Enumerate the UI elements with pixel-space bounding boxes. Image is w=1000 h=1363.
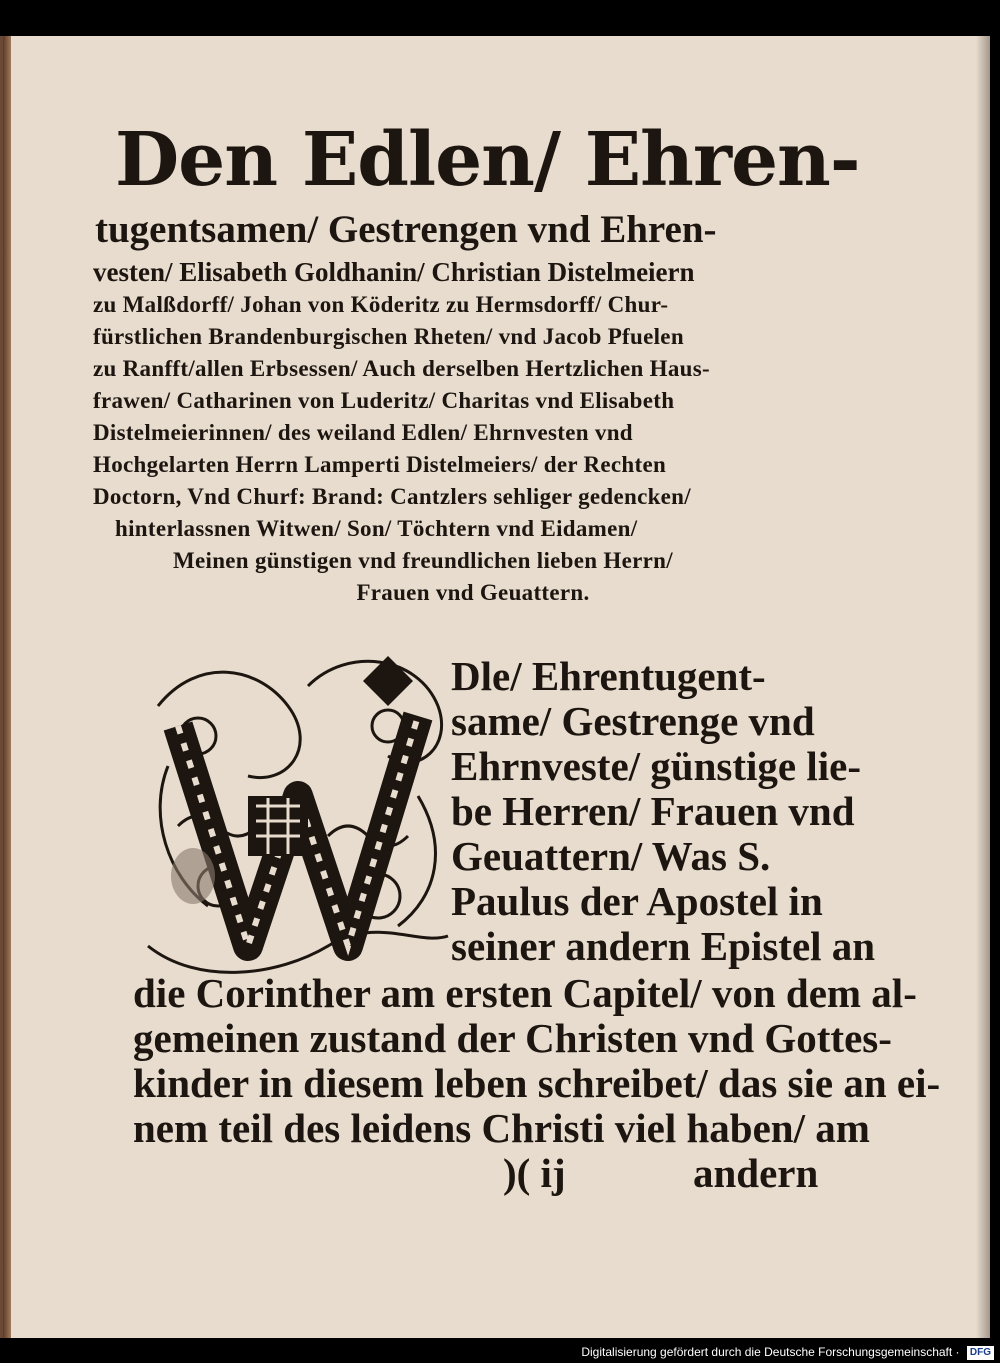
body-line: Ehrnveste/ günstige lie- xyxy=(451,743,861,789)
body-line: Geuattern/ Was S. xyxy=(451,833,771,879)
body-line: seiner andern Epistel an xyxy=(451,923,876,969)
footer-text: Digitalisierung gefördert durch die Deutsche Forschungsgemeinschaft · xyxy=(581,1345,960,1359)
dedication-block xyxy=(93,116,860,609)
dedication-line: fürstlichen Brandenburgischen Rheten/ vnd Jacob Pfuelen xyxy=(93,324,684,349)
body-line: Paulus der Apostel in xyxy=(451,878,823,924)
body-line: Dle/ Ehrentugent- xyxy=(451,653,766,699)
digitization-footer xyxy=(0,1341,1000,1363)
body-line: be Herren/ Frauen vnd xyxy=(451,788,855,834)
scanned-page xyxy=(0,36,990,1338)
dedication-line: zu Ranfft/allen Erbsessen/ Auch derselben Hertzlichen Haus- xyxy=(93,356,710,381)
dedication-line: vesten/ Elisabeth Goldhanin/ Christian Distelmeiern xyxy=(93,257,695,287)
dedication-line: zu Malßdorff/ Johan von Köderitz zu Hermsdorff/ Chur- xyxy=(93,292,669,317)
dedication-heading: Den Edlen/ Ehren- xyxy=(115,117,860,203)
page-spine-edge xyxy=(3,36,11,1338)
dedication-line: frawen/ Catharinen von Luderitz/ Charitas vnd Elisabeth xyxy=(93,388,675,413)
dedication-line: Hochgelarten Herrn Lamperti Distelmeiers/ der Rechten xyxy=(93,452,667,477)
dedication-line: Doctorn, Vnd Churf: Brand: Cantzlers sehliger gedencken/ xyxy=(93,484,691,509)
body-line: die Corinther am ersten Capitel/ von dem al- xyxy=(133,970,917,1016)
catchword: andern xyxy=(693,1150,819,1196)
dedication-line: Distelmeierinnen/ des weiland Edlen/ Ehrnvesten vnd xyxy=(93,420,633,445)
body-line: gemeinen zustand der Christen vnd Gottes- xyxy=(133,1015,892,1061)
body-line: kinder in diesem leben schreibet/ das sie an ei- xyxy=(133,1060,941,1106)
dedication-line: Meinen günstigen vnd freundlichen lieben Herrn/ xyxy=(173,548,673,573)
decorated-initial-letter xyxy=(138,646,458,991)
dedication-line: Frauen vnd Geuattern. xyxy=(356,580,590,605)
body-line: nem teil des leidens Christi viel haben/ am xyxy=(133,1105,870,1151)
signature-mark: )( ij xyxy=(503,1150,566,1196)
body-line: same/ Gestrenge vnd xyxy=(451,698,815,744)
dedication-line: tugentsamen/ Gestrengen vnd Ehren- xyxy=(95,208,717,251)
dfg-logo: DFG xyxy=(967,1346,994,1360)
dedication-line: hinterlassnen Witwen/ Son/ Töchtern vnd Eidamen/ xyxy=(115,516,638,541)
